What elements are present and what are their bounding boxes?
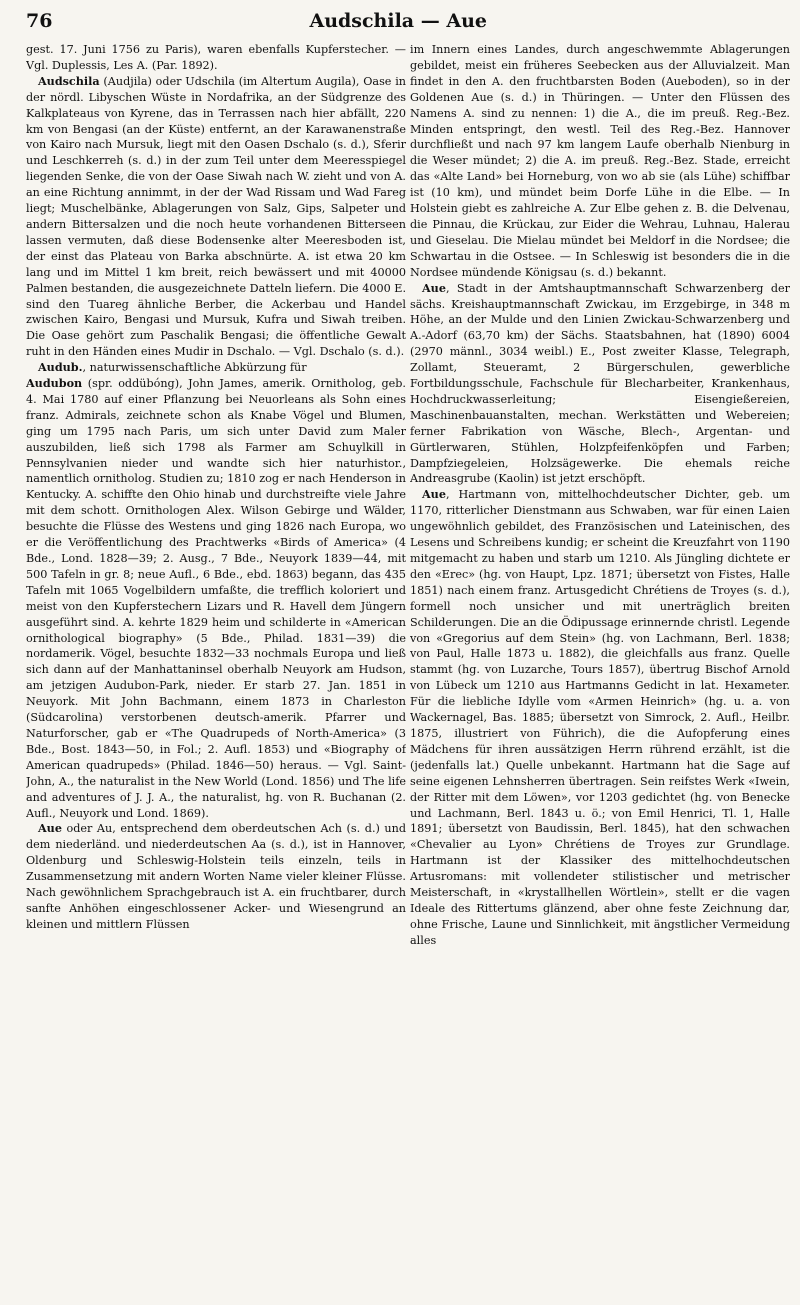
headword: Aue	[422, 280, 446, 295]
entry-paragraph: Aue, Stadt in der Amtshauptmannschaft Schwarzenberg der sächs. Kreishauptmannschaft Zwickau, im Erzgebirge, in 348 m Höhe, an der Mulde und den Linien Zwickau-Schwarzenberg und A.-Adorf (63,70 km) der Sächs. Staatsbahnen, hat (1890) 6004 (2970 männl., 3034 weibl.) E., Post zweiter Klasse, Telegraph, Zollamt, Steueramt, 2 Bürgerschulen, gewerbliche Fortbildungsschule, Fachschule für Blecharbeiter, Krankenhaus, Hochdruckwasserleitung; Eisengießereien, Maschinenbauanstalten, mechan. Werkstätten und Webereien; ferner Fabrikation von Wäsche, Blech-, Argentan- und Gürtlerwaren, Stühlen, Holzpfeifenköpfen und Farben; Dampfziegeleien, Holzsägewerke. Die ehemals reiche Andreasgrube (Kaolin) ist jetzt erschöpft.	[410, 280, 790, 486]
headword: Audubon	[26, 376, 83, 391]
entry-paragraph: Aue, Hartmann von, mittelhochdeutscher Dichter, geb. um 1170, ritterlicher Dienstmann aus Schwaben, war für einen Laien ungewöhnlich gebildet, des Französischen und Lateinischen, des Lesens und Schreibens kundig; er scheint die Kreuzfahrt von 1190 mitgemacht zu haben und starb um 1210. Als Jüngling dichtete er den «Erec» (hg. von Haupt, Lpz. 1871; übersetzt von Fistes, Halle 1851) nach einem franz. Artusgedicht Chrétiens de Troyes (s. d.), formell noch unsicher und mit unerträglich breiten Schilderungen. Die an die Ödipussage erinnernde christl. Legende von «Gregorius auf dem Stein» (hg. von Lachmann, Berl. 1838; von Paul, Halle 1873 u. 1882), die gleichfalls aus franz. Quelle stammt (hg. von Luzarche, Tours 1857), übertrug Bischof Arnold von Lübeck um 1210 aus Hartmanns Gedicht in lat. Hexameter. Für die liebliche Idylle vom «Armen Heinrich» (hg. u. a. von Wackernagel, Bas. 1885; übersetzt von Simrock, 2. Aufl., Heilbr. 1875, illustriert von Führich), die die Aufopferung eines Mädchens für ihren aussätzigen Herrn rührend erzählt, ist die (jedenfalls lat.) Quelle unbekannt. Hartmann hat die Sage auf seine eigenen Lehnsherren übertragen. Sein reifstes Werk «Iwein, der Ritter mit dem Löwen», vor 1203 gedichtet (hg. von Benecke und Lachmann, Berl. 1843 u. ö.; von Emil Henrici, Tl. 1, Halle 1891; übersetzt von Baudissin, Berl. 1845), hat den schwachen «Chevalier au Lyon» Chrétiens de Troyes zur Grundlage. Hartmann ist der Klassiker des mittelhochdeutschen Artusromans: mit vollendeter stilistischer und metrischer Meisterschaft, in «krystallhellen Wörtlein», stellt er die vagen Ideale des Rittertums glänzend, aber ohne feste Zeichnung dar, ohne Frische, Laune und Sinnlichkeit, mit ängstlicher Vermeidung alles	[410, 487, 790, 947]
page-number: 76	[26, 10, 53, 32]
left-column	[26, 42, 406, 1297]
headword: Aue	[422, 487, 446, 502]
running-title: Audschila — Aue	[309, 10, 487, 32]
entry-paragraph: im Innern eines Landes, durch angeschwemmte Ablagerungen gebildet, meist ein früheres Seebecken aus der Alluvialzeit. Man findet in den A. den fruchtbarsten Boden (Aueboden), so in der Goldenen Aue (s. d.) in Thüringen. — Unter den Flüssen des Namens A. sind zu nennen: 1) die A., die im preuß. Reg.-Bez. Minden entspringt, den westl. Teil des Reg.-Bez. Hannover durchfließt und nach 97 km langem Laufe oberhalb Nienburg in die Weser mündet; 2) die A. im preuß. Reg.-Bez. Stade, erreicht das «Alte Land» bei Horneburg, von wo ab sie (als Lühe) schiffbar ist (10 km), und mündet beim Dorfe Lühe in die Elbe. — In Holstein giebt es zahlreiche A. Zur Elbe gehen z. B. die Delvenau, die Pinnau, die Krückau, zur Eider die Wehrau, Luhnau, Halerau und Gieselau. Die Mielau mündet bei Meldorf in die Nordsee; die Schwartau in die Ostsee. — In Schleswig ist besonders die in die Nordsee mündende Königsau (s. d.) bekannt.	[410, 43, 790, 279]
headword: Audschila	[38, 73, 100, 88]
entry-paragraph: Aue oder Au, entsprechend dem oberdeutschen Ach (s. d.) und dem niederländ. und niederdeutschen Aa (s. d.), ist in Hannover, Oldenburg und Schleswig-Holstein teils einzeln, teils in Zusammensetzung mit andern Worten Name vieler kleiner Flüsse. Nach gewöhnlichem Sprachgebrauch ist A. ein fruchtbarer, durch sanfte Anhöhen eingeschlossener Acker- und Wiesengrund an kleinen und mittlern Flüssen	[26, 821, 406, 931]
page-header	[26, 10, 774, 42]
entry-paragraph: Audubon (spr. oddübóng), John James, amerik. Ornitholog, geb. 4. Mai 1780 auf einer Pflanzung bei Neuorleans als Sohn eines franz. Admirals, zeichnete schon als Knabe Vögel und Blumen, ging um 1795 nach Paris, um sich unter David zum Maler auszubilden, ließ sich 1798 als Farmer am Schuylkill in Pennsylvanien nieder und wandte sich hier naturhistor., namentlich ornitholog. Studien zu; 1810 zog er nach Henderson in Kentucky. A. schiffte den Ohio hinab und durchstreifte viele Jahre mit dem schott. Ornithologen Alex. Wilson Gebirge und Wälder, besuchte die Flüsse des Westens und ging 1826 nach Europa, wo er die Veröffentlichung des Prachtwerks «Birds of America» (4 Bde., Lond. 1828—39; 2. Ausg., 7 Bde., Neuyork 1839—44, mit 500 Tafeln in gr. 8; neue Aufl., 6 Bde., ebd. 1863) begann, das 435 Tafeln mit 1065 Vogelbildern umfaßte, die trefflich koloriert und meist von den Kupferstechern Lizars und R. Havell dem Jüngern ausgeführt sind. A. kehrte 1829 heim und schilderte in «American ornithological biography» (5 Bde., Philad. 1831—39) die nordamerik. Vögel, besuchte 1832—33 nochmals Europa und ließ sich dann auf der Manhattaninsel oberhalb Neuyork am Hudson, am jetzigen Audubon-Park, nieder. Er starb 27. Jan. 1851 in Neuyork. Mit John Bachmann, einem 1873 in Charleston (Südcarolina) verstorbenen deutsch-amerik. Pfarrer und Naturforscher, gab er «The Quadrupeds of North-America» (3 Bde., Bost. 1843—50, in Fol.; 2. Aufl. 1853) und «Biography of American quadrupeds» (Philad. 1846—50) heraus. — Vgl. Saint-John, A., the naturalist in the New World (Lond. 1856) und The life and adventures of J. J. A., the naturalist, hg. von R. Buchanan (2. Aufl., Neuyork und Lond. 1869).	[26, 376, 406, 820]
right-column	[410, 42, 790, 1297]
entry-paragraph: gest. 17. Juni 1756 zu Paris), waren ebenfalls Kupferstecher. — Vgl. Duplessis, Les A. (Par. 1892).	[26, 43, 406, 72]
headword: Aue	[38, 821, 62, 836]
entry-paragraph: Audub., naturwissenschaftliche Abkürzung für	[38, 360, 307, 375]
entry-paragraph: Audschila (Audjila) oder Udschila (im Altertum Augila), Oase in der nördl. Libyschen Wüste in Nordafrika, an der Südgrenze des Kalkplateaus von Kyrene, das in Terrassen nach hier abfällt, 220 km von Bengasi (an der Küste) entfernt, an der Karawanenstraße von Kairo nach Mursuk, liegt mit den Oasen Dschalo (s. d.), Sferir und Leschkerreh (s. d.) in der zum Teil unter dem Meeresspiegel liegenden Senke, die von der Oase Siwah nach W. zieht und von A. an eine Richtung annimmt, in der der Wad Rissam und Wad Fareg liegt; Muschelbänke, Ablagerungen von Salz, Gips, Salpeter und andern Bittersalzen und die noch heute vorhandenen Bitterseen lassen vermuten, daß diese Bodensenke alter Meeresboden ist, der einst das Plateau von Barka abschnürte. A. ist etwa 20 km lang und im Mittel 1 km breit, reich bewässert und mit 40000 Palmen bestanden, die ausgezeichnete Datteln liefern. Die 4000 E. sind den Tuareg ähnliche Berber, die Ackerbau und Handel zwischen Kairo, Bengasi und Mursuk, Kufra und Siwah treiben. Die Oase gehört zum Paschalik Bengasi; die öffentliche Gewalt ruht in den Händen eines Mudir in Dschalo. — Vgl. Dschalo (s. d.).	[26, 73, 406, 359]
headword: Audub.	[38, 360, 83, 375]
